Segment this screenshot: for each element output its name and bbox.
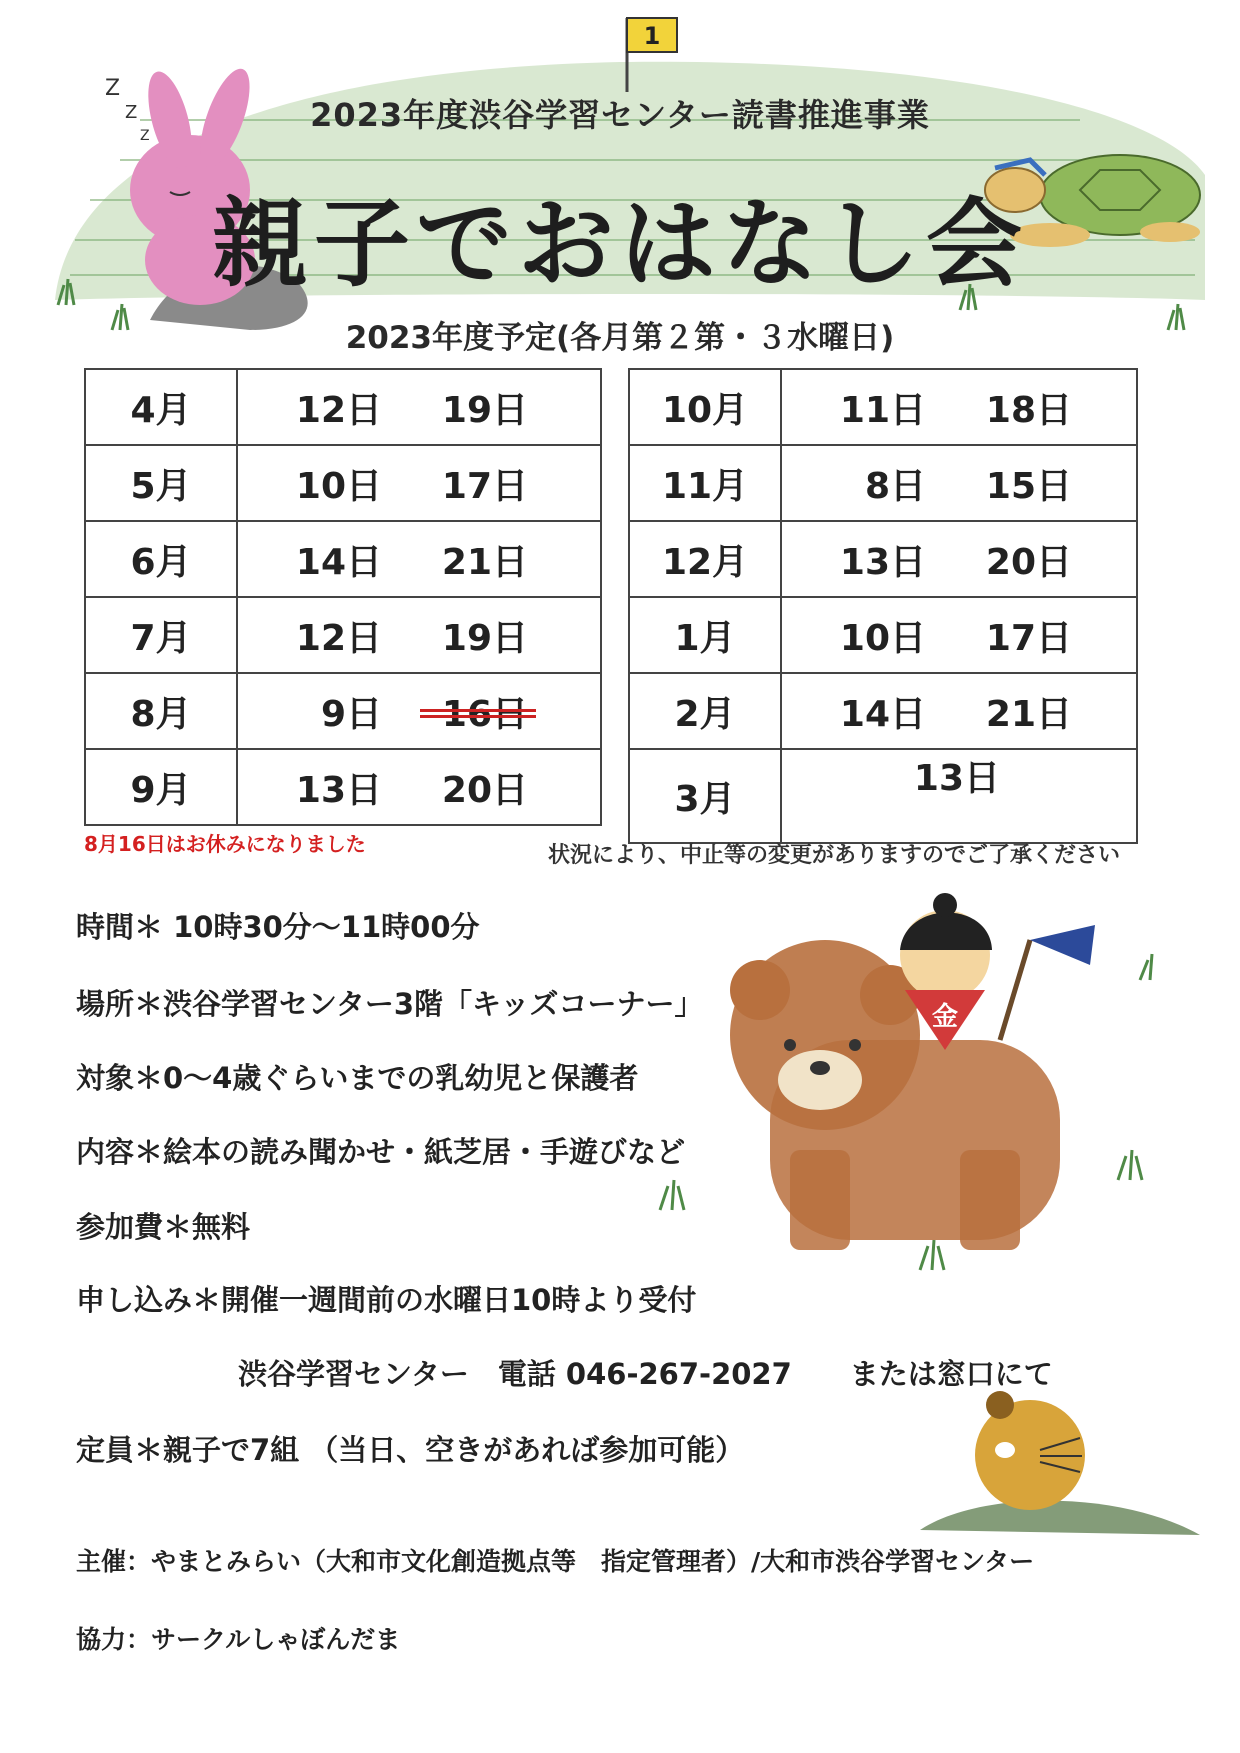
- date-first: 12日: [295, 617, 382, 659]
- dates-cell: [237, 445, 601, 521]
- info-target: 対象＊0～4歳ぐらいまでの乳幼児と保護者: [76, 1061, 639, 1095]
- info-place: 場所＊渋谷学習センター3階「キッズコーナー」: [76, 987, 704, 1021]
- dates-cell: [237, 597, 601, 673]
- bear-with-boy-illustration: [730, 893, 1095, 1250]
- date-first: 11日: [839, 389, 926, 431]
- schedule-row: [85, 749, 601, 825]
- date-second: 19日: [441, 617, 528, 659]
- schedule-row: [85, 369, 601, 445]
- date-second: 21日: [441, 541, 528, 583]
- month-cell: 8月: [85, 673, 237, 749]
- cooperation: 協力：サークルしゃぼんだま: [76, 1625, 401, 1654]
- schedule-row: [629, 521, 1137, 597]
- date-second: 18日: [985, 389, 1072, 431]
- date-first: 12日: [295, 389, 382, 431]
- schedule-table-left: [84, 368, 602, 826]
- month-cell: 7月: [85, 597, 237, 673]
- dates-cell: [237, 673, 601, 749]
- info-fee: 参加費＊無料: [76, 1210, 251, 1244]
- dates-cell: [781, 597, 1137, 673]
- date-first: 10日: [295, 465, 382, 507]
- subtitle: 2023年度渋谷学習センター読書推進事業: [310, 96, 930, 134]
- month-cell: 6月: [85, 521, 237, 597]
- date-second: 20日: [985, 541, 1072, 583]
- schedule-row: [85, 521, 601, 597]
- svg-text:Z: Z: [140, 128, 150, 144]
- month-cell: 4月: [85, 369, 237, 445]
- date-second: 20日: [441, 769, 528, 811]
- svg-text:Z: Z: [125, 102, 138, 123]
- schedule-row: [85, 597, 601, 673]
- date-second-cancelled: 16日: [428, 686, 528, 737]
- date-second: 17日: [985, 617, 1072, 659]
- date-first: 10日: [839, 617, 926, 659]
- dates-cell: [237, 369, 601, 445]
- month-cell: 2月: [629, 673, 781, 749]
- month-cell: 3月: [629, 749, 781, 843]
- date-first: 9日: [320, 693, 382, 735]
- info-contact: 渋谷学習センター 電話 046-267-2027 または窓口にて: [238, 1357, 1053, 1391]
- month-cell: 12月: [629, 521, 781, 597]
- cancel-note: 8月16日はお休みになりました: [84, 832, 366, 856]
- info-content: 内容＊絵本の読み聞かせ・紙芝居・手遊びなど: [76, 1135, 686, 1169]
- month-cell: 5月: [85, 445, 237, 521]
- info-apply: 申し込み＊開催一週間前の水曜日10時より受付: [76, 1283, 697, 1317]
- dates-cell: [237, 749, 601, 825]
- bib-label: 金: [931, 1002, 959, 1032]
- schedule-row: [629, 369, 1137, 445]
- organizer: 主催：やまとみらい（大和市文化創造拠点等 指定管理者）/大和市渋谷学習センター: [76, 1547, 1035, 1576]
- dates-cell: [781, 521, 1137, 597]
- schedule-row: [629, 673, 1137, 749]
- svg-text:Z: Z: [105, 76, 121, 101]
- info-capacity: 定員＊親子で7組 （当日、空きがあれば参加可能）: [76, 1433, 745, 1467]
- date-first: 13日: [839, 541, 926, 583]
- month-cell: 9月: [85, 749, 237, 825]
- date-second: 15日: [985, 465, 1072, 507]
- dates-cell: [237, 521, 601, 597]
- schedule-row: [629, 749, 1137, 843]
- month-cell: 11月: [629, 445, 781, 521]
- schedule-row: [629, 445, 1137, 521]
- dates-cell: [781, 749, 1137, 843]
- date-first: 13日: [913, 758, 1000, 799]
- date-first: 8日: [864, 465, 926, 507]
- page-title: 親子でおはなし会: [212, 188, 1028, 300]
- schedule-row: [629, 597, 1137, 673]
- date-second: 17日: [441, 465, 528, 507]
- dates-cell: [781, 673, 1137, 749]
- date-first: 13日: [295, 769, 382, 811]
- dates-cell: [781, 445, 1137, 521]
- date-second: 19日: [441, 389, 528, 431]
- schedule-row: [85, 445, 601, 521]
- change-note: 状況により、中止等の変更がありますのでご了承ください: [548, 843, 1121, 868]
- schedule-row: [85, 673, 601, 749]
- month-cell: 1月: [629, 597, 781, 673]
- schedule-table-right: [628, 368, 1138, 844]
- schedule-title: 2023年度予定(各月第２第・３水曜日): [345, 320, 895, 356]
- month-cell: 10月: [629, 369, 781, 445]
- date-second: 21日: [985, 693, 1072, 735]
- date-first: 14日: [295, 541, 382, 583]
- flag-number: 1: [643, 22, 661, 50]
- mole-illustration: [920, 1391, 1200, 1535]
- info-time: 時間＊ 10時30分～11時00分: [76, 910, 480, 944]
- dates-cell: [781, 369, 1137, 445]
- date-first: 14日: [839, 693, 926, 735]
